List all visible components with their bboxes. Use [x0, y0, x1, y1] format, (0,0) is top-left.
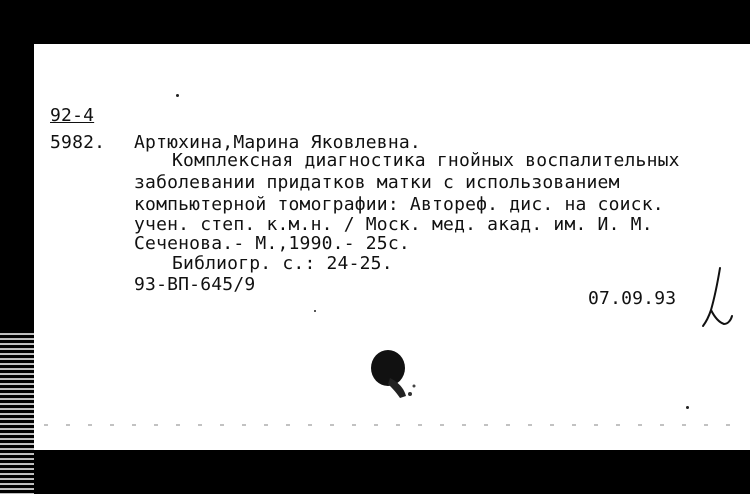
- scan-edge-strip: [0, 330, 34, 494]
- description-line: заболевании придатков матки с использованием: [134, 172, 620, 193]
- inventory-number: 5982.: [50, 132, 106, 153]
- date-stamp: 07.09.93: [588, 288, 677, 309]
- ink-speck: [314, 310, 316, 312]
- author-name: Артюхина,Марина Яковлевна.: [134, 132, 421, 153]
- shelf-code: 92-4: [50, 105, 95, 126]
- description-line: Комплексная диагностика гнойных воспалительных: [172, 150, 680, 171]
- description-line: Сеченова.- М.,1990.- 25с.: [134, 233, 410, 254]
- catalog-card: [34, 44, 750, 450]
- description-line: компьютерной томографии: Автореф. дис. на соиск.: [134, 194, 664, 215]
- ink-speck: [686, 406, 689, 409]
- scan-noise-line: [44, 424, 744, 426]
- bibliography-note: Библиогр. с.: 24-25.: [172, 253, 393, 274]
- description-line: учен. степ. к.м.н. / Моск. мед. акад. им. И. М.: [134, 214, 653, 235]
- handwritten-signature: [698, 266, 734, 330]
- punch-hole: [370, 348, 418, 400]
- call-number: 93-ВП-645/9: [134, 274, 256, 295]
- ink-speck: [176, 94, 179, 97]
